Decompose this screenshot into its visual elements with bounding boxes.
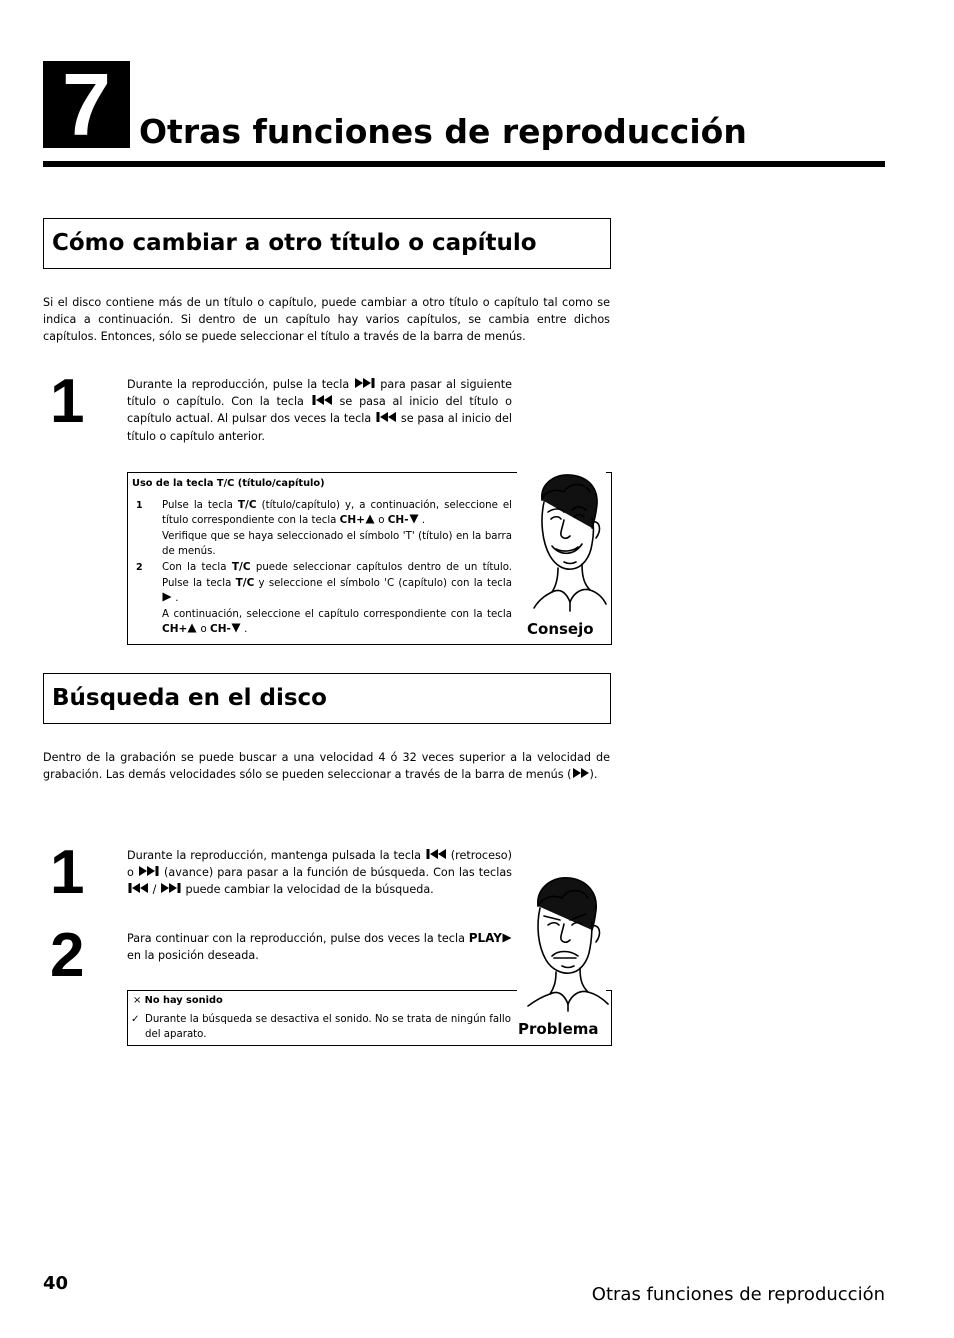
skip-previous-icon [425, 848, 447, 860]
step-text: Para continuar con la reproducción, pulse dos veces la tecla PLAY en la posición deseada. [127, 930, 512, 964]
key-label: T/C [231, 560, 251, 573]
key-label: CH- [387, 514, 409, 527]
fast-forward-icon [572, 767, 590, 779]
section-heading-box [43, 218, 611, 269]
running-footer-title: Otras funciones de reproducción [591, 1284, 885, 1305]
tip-heading: Uso de la tecla T/C (título/capítulo) [132, 478, 325, 489]
section-title: Búsqueda en el disco [52, 685, 327, 711]
tip-box-top-rule [127, 472, 517, 473]
step-number: 1 [50, 367, 85, 436]
chapter-number: 7 [43, 61, 130, 148]
key-label: T/C [235, 576, 255, 589]
page-number: 40 [43, 1273, 69, 1294]
problem-solution: Durante la búsqueda se desactiva el sonido. No se trata de ningún fallo del aparato. [145, 1013, 511, 1041]
tip-mascot-illustration [524, 470, 608, 612]
skip-previous-icon [127, 882, 149, 894]
skip-next-icon [160, 882, 182, 894]
problem-label: Problema [518, 1020, 599, 1038]
tip-item: 1 Pulse la tecla T/C (título/capítulo) y, a continuación, seleccione el título correspondiente con la tecla CH+ o CH- . Verifique que se haya seleccionado el símbolo 'T' (título) en la barra de menús. [136, 498, 512, 558]
step-number: 1 [50, 838, 85, 907]
tip-item: 2 Con la tecla T/C puede seleccionar capítulos dentro de un título. Pulse la tecla T/C y seleccione el símbolo 'C (capítulo) con la tecla . A continuación, seleccione el capítulo correspondiente con la tecla CH+ o CH- . [136, 560, 513, 636]
play-triangle-icon [162, 592, 172, 602]
section-intro: Si el disco contiene más de un título o capítulo, puede cambiar a otro título o capítulo tal como se indica a continuación. Si dentro de un capítulo hay varios capítulos, se cambia entre dichos capítulos. Entonces, sólo se puede seleccionar el título a través de la barra de menús. [43, 296, 610, 344]
problem-heading: No hay sonido [144, 995, 223, 1006]
key-label: CH+ [339, 514, 365, 527]
key-label: T/C [237, 498, 257, 511]
check-mark-icon: ✓ [131, 1013, 140, 1025]
skip-previous-icon [311, 394, 333, 406]
triangle-down-icon [231, 623, 241, 633]
problem-box-top-rule-right [606, 990, 611, 991]
cross-mark-icon: × [133, 995, 142, 1006]
section-title: Cómo cambiar a otro título o capítulo [52, 230, 537, 256]
key-label: CH- [210, 623, 231, 636]
chapter-title: Otras funciones de reproducción [139, 112, 747, 151]
step-text: Durante la reproducción, pulse la tecla para pasar al siguiente título o capítulo. Con la tecla se pasa al inicio del título o capítulo actual. Al pulsar dos veces la tecla se pasa al inicio del título o capítulo anterior. [127, 378, 512, 443]
step-text: Durante la reproducción, mantenga pulsada la tecla (retroceso) o (avance) para pasar a la función de búsqueda. Con las teclas / puede cambiar la velocidad de la búsqueda. [127, 849, 513, 897]
problem-box-top-rule [127, 990, 517, 991]
problem-content [133, 993, 511, 1043]
section-heading-box [43, 673, 611, 724]
tip-label: Consejo [527, 620, 594, 638]
triangle-up-icon [365, 514, 375, 524]
key-label: PLAY [468, 931, 502, 945]
triangle-up-icon [187, 623, 197, 633]
triangle-down-icon [409, 514, 419, 524]
skip-previous-icon [375, 411, 397, 423]
play-triangle-icon [502, 933, 512, 943]
skip-next-icon [138, 865, 160, 877]
step-number: 2 [50, 921, 85, 990]
chapter-rule [43, 161, 885, 167]
key-label: CH+ [162, 623, 188, 636]
tip-content [132, 476, 512, 638]
skip-next-icon [354, 377, 376, 389]
section-intro: Dentro de la grabación se puede buscar a una velocidad 4 ó 32 veces superior a la velocidad de grabación. Las demás velocidades sólo se pueden seleccionar a través de la barra de menús ( ). [43, 751, 610, 782]
